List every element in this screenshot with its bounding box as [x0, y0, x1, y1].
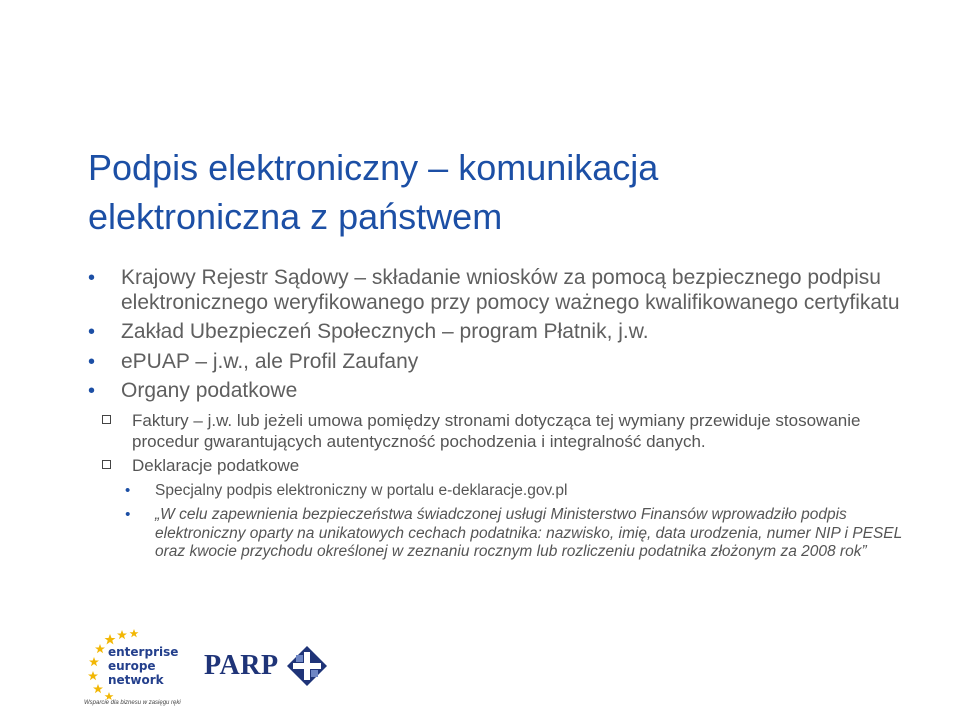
- sub-bullet-item-deklaracje: [102, 455, 908, 562]
- bullet-list: [88, 266, 908, 568]
- een-line-2: europe: [108, 659, 156, 673]
- parp-logo: [204, 646, 327, 686]
- een-tagline: Wsparcie dla biznesu w zasięgu ręki: [84, 700, 181, 706]
- een-line-1: enterprise: [108, 645, 179, 659]
- bullet-item-krs: [88, 266, 908, 315]
- sub-bullet-text: Deklaracje podatkowe: [132, 455, 300, 475]
- bullet-text: Organy podatkowe: [121, 379, 298, 402]
- bullet-dot-icon: •: [88, 321, 96, 343]
- een-wordmark: [108, 645, 178, 687]
- bullet-dot-icon: •: [125, 481, 131, 499]
- een-line-3: network: [108, 673, 164, 687]
- slide-title: [88, 143, 908, 241]
- title-line-2: elektroniczna z państwem: [88, 196, 503, 237]
- sub-bullet-text: Faktury – j.w. lub jeżeli umowa pomiędzy stronami dotycząca tej wymiany przewiduje stosowanie procedur gwarantujących autentyczność pochodzenia i integralność danych.: [132, 410, 861, 451]
- bullet-item-zus: [88, 320, 908, 345]
- bullet-dot-icon: •: [88, 350, 96, 373]
- enterprise-europe-network-logo: [84, 628, 184, 710]
- sub-sub-bullet-text: Specjalny podpis elektroniczny w portalu e-deklaracje.gov.pl: [155, 481, 568, 499]
- bullet-dot-icon: •: [88, 380, 96, 402]
- sub-sub-bullet-item-quote: [125, 506, 908, 562]
- sub-bullet-item-faktury: [102, 410, 908, 452]
- sub-bullet-list: [102, 410, 908, 562]
- parp-mark-icon: [287, 646, 327, 686]
- parp-wordmark: PARP: [204, 650, 279, 681]
- sub-sub-bullet-text: „W celu zapewnienia bezpieczeństwa świadczonej usługi Ministerstwo Finansów wprowadziło podpis elektroniczny oparty na unikatowych cechach podatnika: nazwisko, imię, data urodzenia, numer NIP i PESEL oraz kwocie przychodu określonej w zeznaniu rocznym lub rozliczeniu podatnika złożonym za 2008 rok”: [155, 506, 902, 560]
- bullet-item-organy: [88, 379, 908, 562]
- bullet-text: Zakład Ubezpieczeń Społecznych – program Płatnik, j.w.: [121, 320, 649, 343]
- bullet-dot-icon: •: [125, 506, 131, 523]
- bullet-dot-icon: •: [88, 267, 96, 289]
- square-bullet-icon: [102, 460, 111, 469]
- sub-sub-bullet-list: [125, 482, 908, 562]
- sub-sub-bullet-item-portal: [125, 482, 908, 501]
- bullet-text: ePUAP – j.w., ale Profil Zaufany: [121, 349, 419, 373]
- square-bullet-icon: [102, 415, 111, 424]
- bullet-text: Krajowy Rejestr Sądowy – składanie wniosków za pomocą bezpiecznego podpisu elektronicznego weryfikowanego przy pomocy ważnego kwalifikowanego certyfikatu: [121, 266, 900, 314]
- bullet-item-epuap: [88, 350, 908, 375]
- title-line-1: Podpis elektroniczny – komunikacja: [88, 147, 659, 188]
